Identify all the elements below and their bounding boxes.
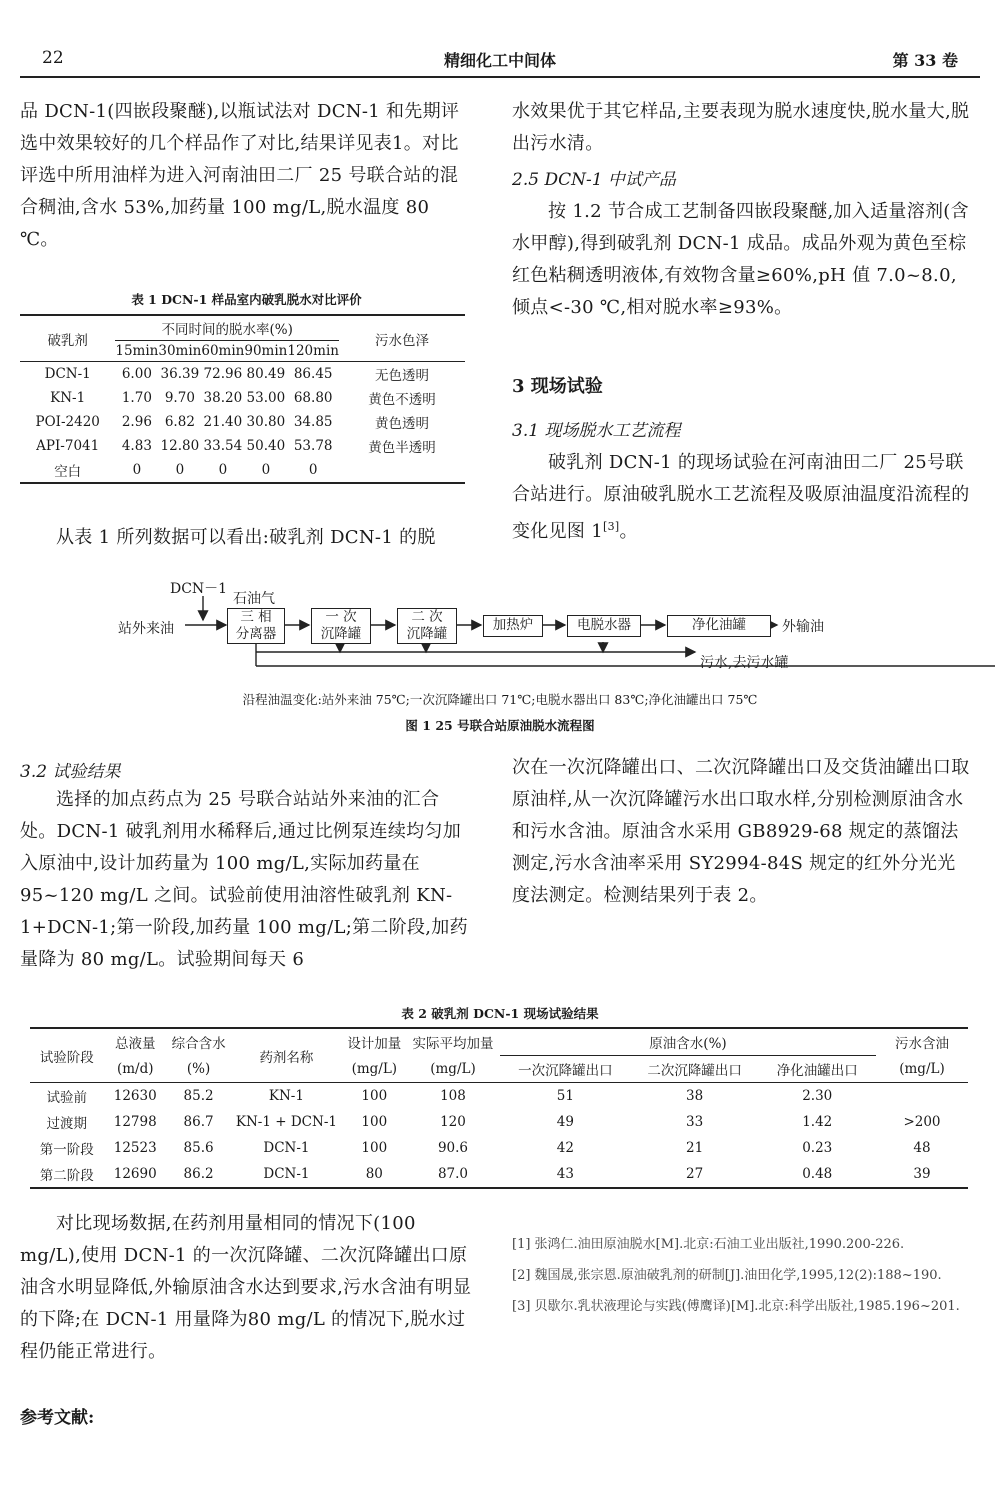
outlet-label: 外输油 [782, 619, 824, 635]
table1-cell-color [339, 458, 465, 482]
t2-h-stage: 试验阶段 [30, 1029, 104, 1083]
flow-box-separator [227, 608, 285, 644]
right-para-1: 水效果优于其它样品,主要表现为脱水速度快,脱水量大,脱出污水清。 [512, 101, 970, 154]
t2-h-actual: 实际平均加量 [412, 1036, 494, 1053]
table1-cell-value: 53.78 [293, 438, 333, 454]
table2-cell: 87.0 [437, 1166, 469, 1182]
t2-h-water-unit: (%) [186, 1060, 211, 1077]
t2-h-total: 总液量 [114, 1036, 156, 1053]
t2-h-crude-1: 一次沉降罐出口 [518, 1063, 613, 1079]
table1-cell-value: 0 [308, 462, 318, 478]
table1-header-time: 30min [158, 341, 201, 362]
table1-cell-value: 12.80 [160, 438, 200, 454]
table1-cell-agent: POI-2420 [35, 414, 100, 430]
table2-cell: DCN-1 [263, 1166, 310, 1182]
table2-cell: 49 [556, 1114, 574, 1130]
table1-row [20, 410, 465, 434]
table2-cell: 85.2 [183, 1088, 214, 1104]
table2-cell: 108 [440, 1088, 466, 1104]
figure1-caption: 图 1 25 号联合站原油脱水流程图 [405, 718, 595, 733]
reference-item: [1] 张鸿仁.油田原油脱水[M].北京:石油工业出版社,1990.200-226. [512, 1237, 905, 1252]
table1-cell-value: 1.70 [121, 390, 152, 406]
t2-h-crude: 原油含水(%) [500, 1029, 876, 1056]
table1-cell-value: 38.20 [203, 390, 243, 406]
flow-box-label: 分离器 [235, 626, 277, 642]
section-3-2-heading: 3.2 试验结果 [20, 762, 121, 782]
table1-cell-value: 30.80 [246, 414, 286, 430]
table1-cell-value: 34.85 [293, 414, 333, 430]
t2-h-water: 综合含水 [171, 1036, 226, 1053]
table1-cell-value: 4.83 [121, 438, 152, 454]
table2-cell: 21 [686, 1140, 704, 1156]
table2-caption: 表 2 破乳剂 DCN-1 现场试验结果 [401, 1006, 599, 1021]
table1-cell-value: 80.49 [246, 366, 286, 382]
table1-caption: 表 1 DCN-1 样品室内破乳脱水对比评价 [131, 292, 362, 307]
temperature-note: 沿程油温变化:站外来油 75℃;一次沉降罐出口 71℃;电脱水器出口 83℃;净化油罐出口 75℃ [242, 692, 758, 707]
table2-cell: KN-1 [268, 1088, 304, 1104]
table1-cell-value: 6.82 [164, 414, 195, 430]
table2-cell: 100 [361, 1088, 388, 1104]
left-para-3: 选择的加点药点为 25 号联合站站外来油的汇合处。DCN-1 破乳剂用水稀释后,通过比例泵连续均匀加入原油中,设计加药量为 100 mg/L,实际加药量在 95~120 mg/L 之间。试验前使用油溶性破乳剂 KN-1+DCN-1;第一阶段,加药量 100 mg/L;第二阶段,加药量降为 80 mg/L。试验期间每天 6 [20, 789, 468, 970]
table2-cell: KN-1 + DCN-1 [235, 1114, 337, 1130]
section-3-1-heading: 3.1 现场脱水工艺流程 [512, 421, 681, 441]
table2-cell: 1.42 [802, 1114, 833, 1130]
table2-cell: 86.2 [183, 1166, 214, 1182]
table1-header-time: 15min [115, 341, 158, 362]
references-list [512, 1232, 972, 1325]
table1-cell-value: 33.54 [203, 438, 243, 454]
reference-item: [2] 魏国晟,张宗恩.原油破乳剂的研制[J].油田化学,1995,12(2):188~190. [512, 1268, 942, 1283]
table2-cell: 33 [686, 1114, 704, 1130]
table2-cell [876, 1083, 968, 1110]
table1-cell-agent: DCN-1 [44, 366, 91, 382]
flow-box-primary-tank [311, 608, 371, 644]
flow-box-secondary-tank [397, 608, 457, 644]
table1-cell-color: 黄色半透明 [368, 440, 436, 456]
table1-cell-value: 68.80 [293, 390, 333, 406]
t2-h-actual-unit: (mg/L) [430, 1060, 476, 1077]
table2-cell: 2.30 [802, 1088, 833, 1104]
figure1 [0, 570, 1000, 740]
table2-cell: 0.23 [802, 1140, 833, 1156]
table2-cell: 38 [686, 1088, 704, 1104]
t2-h-oil-unit: (mg/L) [899, 1060, 945, 1077]
table2-cell: 80 [365, 1166, 383, 1182]
right-para-4: 次在一次沉降罐出口、二次沉降罐出口及交货油罐出口取原油样,从一次沉降罐污水出口取水样,分别检测原油含水和污水含油。原油含水采用 GB8929-68 规定的蒸馏法测定,污水含油率采用 SY2994-84S 规定的红外分光光度法测定。检测结果列于表 2。 [512, 757, 970, 906]
table2-cell: 12798 [113, 1114, 157, 1130]
table2-cell: 第一阶段 [39, 1142, 94, 1158]
table1-header-time: 120min [287, 341, 339, 362]
table2-cell: 100 [361, 1114, 388, 1130]
table1-cell-color: 无色透明 [374, 368, 429, 384]
left-para-1: 品 DCN-1(四嵌段聚醚),以瓶试法对 DCN-1 和先期评选中效果较好的几个样品作了对比,结果详见表1。对比评选中所用油样为进入河南油田二厂 25 号联合站的混合稠油,含水 53%,加药量 100 mg/L,脱水温度 80 ℃。 [20, 101, 460, 250]
table1-header-group: 不同时间的脱水率(%) [115, 316, 339, 341]
section-3-heading: 3 现场试验 [512, 376, 603, 397]
t2-h-design: 设计加量 [347, 1036, 402, 1053]
flow-box-label: 沉降罐 [406, 626, 448, 642]
table2-row [30, 1109, 968, 1135]
table2-cell: 第二阶段 [39, 1168, 94, 1184]
table1-header-color: 污水色泽 [339, 316, 465, 362]
table1-header-agent: 破乳剂 [20, 316, 115, 362]
table1-row [20, 458, 465, 482]
page-number: 22 [42, 48, 64, 68]
table2-cell: 43 [556, 1166, 574, 1182]
table1-cell-value: 0 [261, 462, 271, 478]
table1-header-time: 60min [201, 341, 244, 362]
left-para-4: 对比现场数据,在药剂用量相同的情况下(100 mg/L),使用 DCN-1 的一次沉降罐、二次沉降罐出口原油含水明显降低,外输原油含水达到要求,污水含油有明显的下降;在 DCN-1 用量降为80 mg/L 的情况下,脱水过程仍能正常进行。 [20, 1213, 472, 1362]
table2-row [30, 1083, 968, 1110]
table1 [20, 314, 465, 484]
flow-box-purified-tank [667, 615, 771, 637]
table2-row [30, 1161, 968, 1187]
table2-cell: 试验前 [46, 1090, 88, 1106]
table2-cell: 27 [686, 1166, 704, 1182]
table1-cell-value: 2.96 [121, 414, 152, 430]
table2-cell: 12690 [113, 1166, 157, 1182]
table2-cell: 100 [361, 1140, 388, 1156]
table2-cell: 90.6 [437, 1140, 469, 1156]
table2-cell: 0.48 [802, 1166, 833, 1182]
table1-row [20, 434, 465, 458]
flow-box-label: 加热炉 [492, 617, 534, 633]
t2-h-agent: 药剂名称 [230, 1029, 342, 1083]
table1-row [20, 362, 465, 387]
flow-box-label: 二 次 [411, 609, 443, 625]
flow-box-label: 一 次 [325, 609, 357, 625]
table1-cell-value: 36.39 [160, 366, 200, 382]
inlet-label: 站外来油 [118, 621, 174, 637]
t2-h-design-unit: (mg/L) [351, 1060, 398, 1077]
t2-h-oil: 污水含油 [894, 1036, 949, 1053]
left-para-2: 从表 1 所列数据可以看出:破乳剂 DCN-1 的脱 [56, 527, 436, 548]
flow-box-heater [483, 615, 543, 637]
table1-cell-value: 0 [175, 462, 185, 478]
table2-cell: 39 [913, 1166, 931, 1182]
dcn-label: DCN－1 [170, 581, 228, 597]
table1-cell-value: 9.70 [164, 390, 195, 406]
reference-item: [3] 贝歇尔.乳状液理论与实践(傅鹰译)[M].北京:科学出版社,1985.196~201. [512, 1299, 960, 1314]
gas-label: 石油气 [233, 591, 275, 607]
table2-cell: 12523 [113, 1140, 157, 1156]
table1-cell-agent: KN-1 [50, 390, 86, 406]
t2-h-crude-2: 二次沉降罐出口 [647, 1063, 742, 1079]
table1-cell-value: 53.00 [246, 390, 286, 406]
t2-h-total-unit: (m/d) [116, 1060, 154, 1077]
table1-cell-value: 0 [132, 462, 142, 478]
section-2-5-heading: 2.5 DCN-1 中试产品 [512, 170, 676, 190]
references-title: 参考文献: [20, 1408, 95, 1428]
table1-cell-color: 黄色透明 [374, 416, 429, 432]
table1-cell-value: 50.40 [246, 438, 286, 454]
table1-cell-value: 6.00 [121, 366, 152, 382]
t2-h-crude-3: 净化油罐出口 [776, 1063, 858, 1079]
table2-cell: 86.7 [183, 1114, 214, 1130]
table1-cell-agent: 空白 [54, 464, 82, 480]
table2-cell: 过渡期 [46, 1116, 88, 1132]
table1-cell-color: 黄色不透明 [368, 392, 436, 408]
table2-cell: 42 [556, 1140, 574, 1156]
table1-cell-agent: API-7041 [36, 438, 100, 454]
table1-cell-value: 21.40 [203, 414, 243, 430]
table2-cell: 85.6 [183, 1140, 214, 1156]
table1-row [20, 386, 465, 410]
flow-box-label: 净化油罐 [692, 617, 746, 633]
journal-title: 精细化工中间体 [443, 51, 556, 70]
flow-box-electric-dehydrator [567, 615, 641, 637]
table2-cell: 48 [913, 1140, 931, 1156]
table2-cell: DCN-1 [263, 1140, 310, 1156]
table1-cell-value: 72.96 [203, 366, 243, 382]
flow-box-label: 电脱水器 [577, 617, 631, 633]
table2-cell: 51 [556, 1088, 574, 1104]
table2-cell: 12630 [113, 1088, 157, 1104]
table1-header-time: 90min [244, 341, 287, 362]
table2-cell: >200 [903, 1114, 941, 1130]
volume-label: 第 33 卷 [892, 51, 958, 70]
table2-cell: 120 [440, 1114, 466, 1130]
waste-label: 污水,去污水罐 [700, 655, 789, 671]
table1-cell-value: 86.45 [293, 366, 333, 382]
header-rule [20, 76, 980, 78]
table2 [30, 1027, 968, 1189]
table2-row [30, 1135, 968, 1161]
right-para-3: 破乳剂 DCN-1 的现场试验在河南油田二厂 25号联合站进行。原油破乳脱水工艺流程及吸原油温度沿流程的变化见图 1[3]。 [512, 452, 970, 542]
table1-cell-value: 0 [218, 462, 228, 478]
right-para-2: 按 1.2 节合成工艺制备四嵌段聚醚,加入适量溶剂(含水甲醇),得到破乳剂 DCN-1 成品。成品外观为黄色至棕红色粘稠透明液体,有效物含量≥60%,pH 值 7.0~8.0,倾点<-30 ℃,相对脱水率≥93%。 [512, 201, 969, 318]
flow-box-label: 三 相 [240, 609, 272, 625]
flow-box-label: 沉降罐 [320, 626, 362, 642]
